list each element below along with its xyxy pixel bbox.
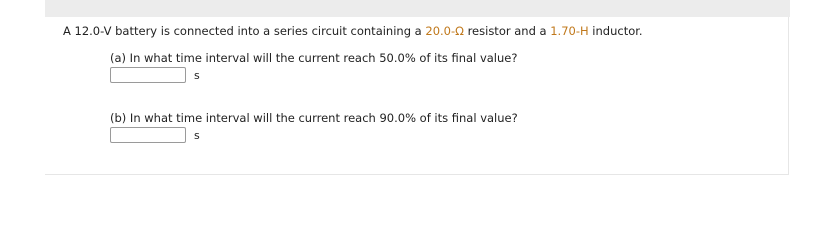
answer-input-a[interactable] bbox=[110, 67, 186, 83]
answer-row-a bbox=[110, 67, 200, 83]
resistance-value: 20.0-Ω bbox=[425, 24, 464, 38]
problem-statement bbox=[63, 24, 643, 38]
inductance-value: 1.70-H bbox=[550, 24, 589, 38]
problem-middle: resistor and a bbox=[463, 24, 551, 38]
unit-label-b: s bbox=[194, 128, 200, 142]
answer-row-b bbox=[110, 127, 200, 143]
question-a: (a) In what time interval will the current reach 50.0% of its final value? bbox=[110, 51, 518, 65]
problem-prefix: A 12.0-V battery is connected into a series circuit containing a bbox=[63, 24, 426, 38]
unit-label-a: s bbox=[194, 68, 200, 82]
top-bar bbox=[45, 0, 790, 17]
question-card bbox=[45, 17, 789, 175]
answer-input-b[interactable] bbox=[110, 127, 186, 143]
problem-suffix: inductor. bbox=[588, 24, 643, 38]
question-b: (b) In what time interval will the current reach 90.0% of its final value? bbox=[110, 111, 518, 125]
